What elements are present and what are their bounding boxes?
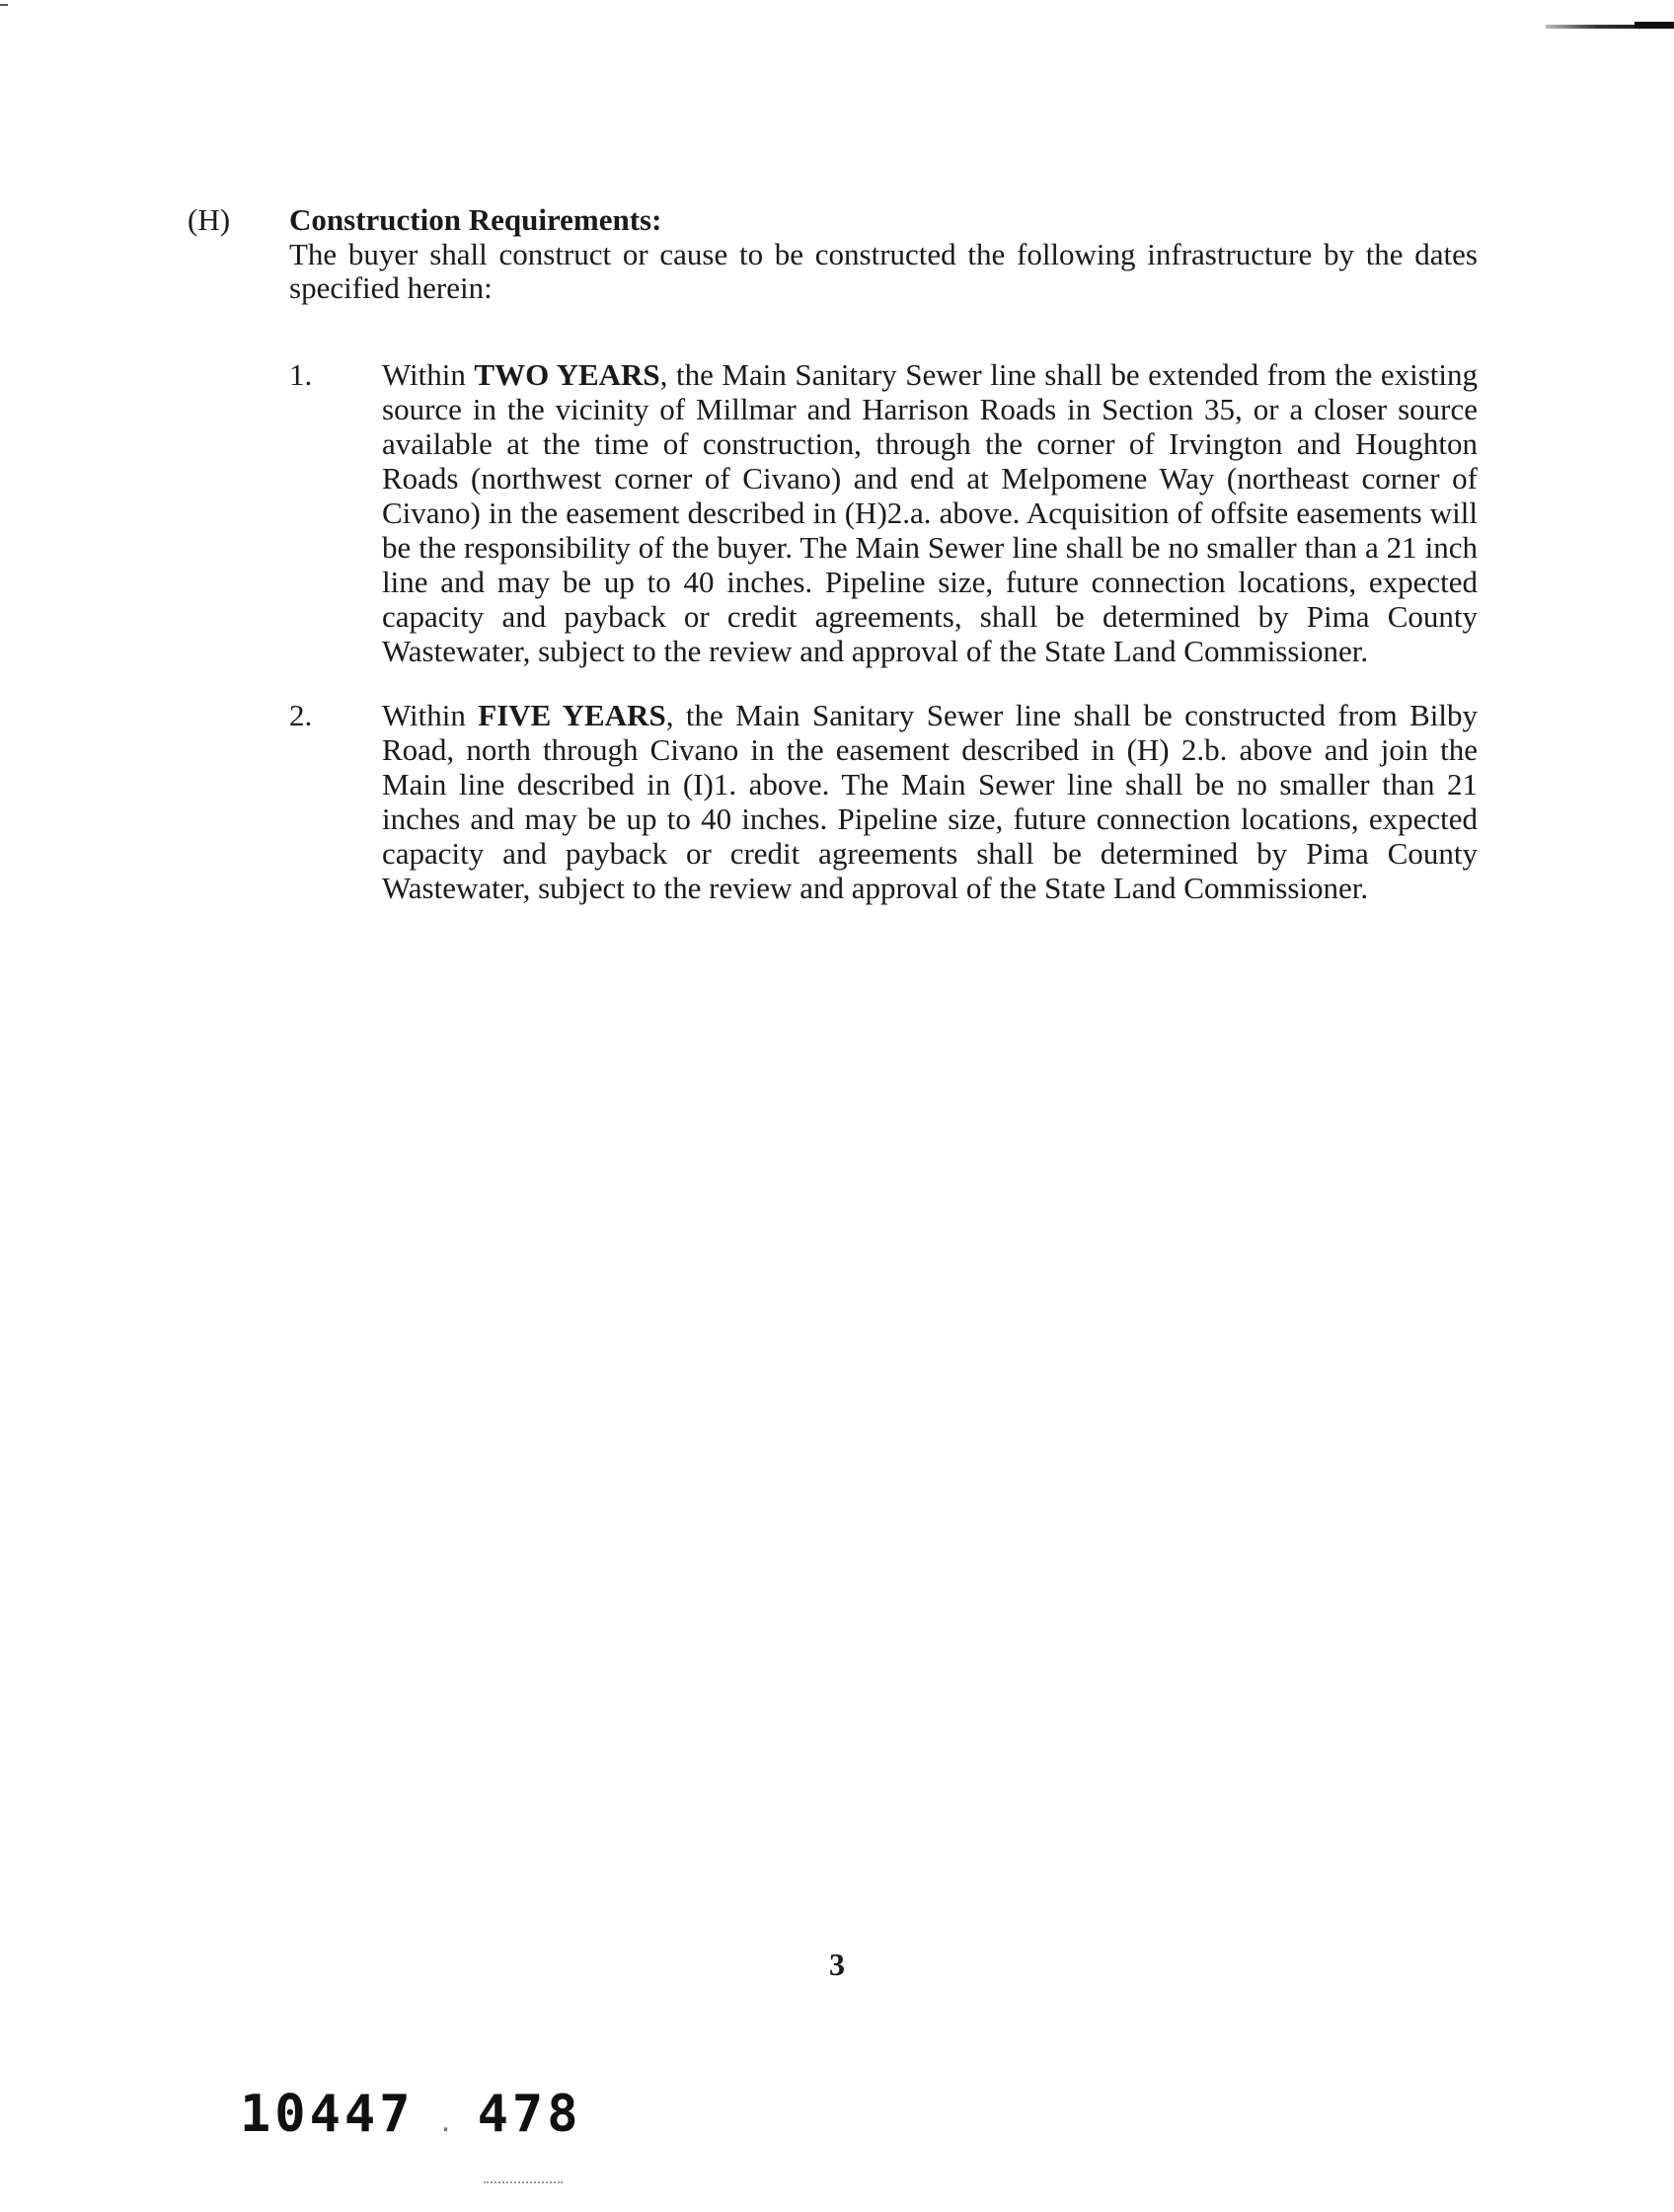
item-deadline: TWO YEARS — [474, 357, 660, 392]
item-body: , the Main Sanitary Sewer line shall be constructed from Bilby Road, north through Civano in the easement described in (H) 2.b. above and join the Main line described in (I)1. above. The Main Sewer line shall be no smaller than 21 inches and may be up to 40 inches. Pipeline size, future connection locations, expected capacity and payback or credit agreements shall be determined by Pima County Wastewater, subject to the review and approval of the State Land Commissioner. — [382, 698, 1478, 905]
stamp-separator: . — [439, 2112, 456, 2136]
requirements-list — [289, 357, 1478, 935]
scan-artifact-top-left — [0, 4, 8, 6]
stamp-page: 478 — [477, 2085, 582, 2144]
stamp-book: 10447 — [240, 2085, 415, 2144]
item-lead: Within — [382, 698, 479, 732]
item-lead: Within — [382, 357, 475, 392]
section-body — [289, 202, 1478, 305]
section-heading: Construction Requirements: — [289, 202, 662, 237]
section-intro: The buyer shall construct or cause to be constructed the following infrastructure by the dates specified herein: — [289, 237, 1478, 305]
list-item — [289, 357, 1478, 668]
item-number: 2. — [289, 698, 313, 732]
scan-artifact-top-right — [1546, 25, 1674, 29]
list-item — [289, 698, 1478, 905]
item-text — [382, 357, 1478, 668]
item-body: , the Main Sanitary Sewer line shall be extended from the existing source in the vicinity of Millmar and Harrison Roads in Section 35, or a closer source available at the time of construction, through the corner of Irvington and Houghton Roads (northwest corner of Civano) and end at Melpomene Way (northeast corner of Civano) in the easement described in (H)2.a. above. Acquisition of offsite easements will be the responsibility of the buyer. The Main Sewer line shall be no smaller than a 21 inch line and may be up to 40 inches. Pipeline size, future connection locations, expected capacity and payback or credit agreements, shall be determined by Pima County Wastewater, subject to the review and approval of the State Land Commissioner. — [382, 357, 1478, 668]
section-label: (H) — [188, 202, 231, 237]
item-deadline: FIVE YEARS — [478, 698, 666, 732]
scan-artifact-bottom — [484, 2181, 563, 2186]
item-number: 1. — [289, 357, 313, 392]
item-text — [382, 698, 1478, 905]
page-number: 3 — [829, 1946, 845, 1982]
recording-stamp — [240, 2085, 582, 2144]
